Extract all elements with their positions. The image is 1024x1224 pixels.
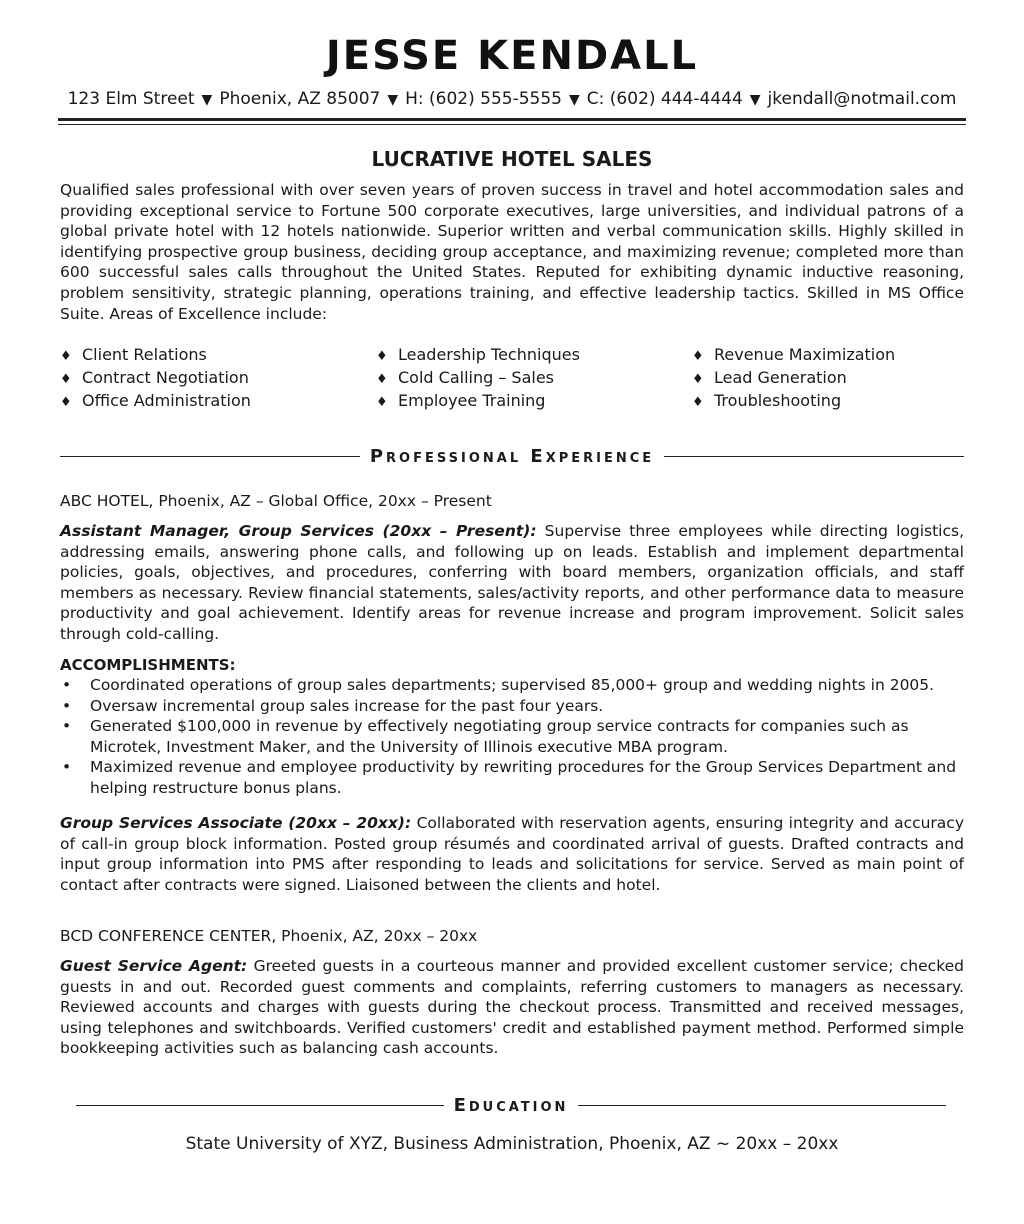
diamond-bullet-icon: ♦ — [376, 349, 388, 364]
home-phone: H: (602) 555-5555 — [405, 89, 563, 109]
employer-abc-hotel: ABC HOTEL, Phoenix, AZ – Global Office, 20xx – Present — [60, 492, 492, 510]
separator-icon: ▼ — [749, 92, 761, 108]
bullet-icon: • — [62, 696, 72, 715]
job-title: Group Services Associate (20xx – 20xx): — [60, 814, 412, 832]
job-title: Guest Service Agent: — [60, 957, 248, 975]
heading-rule-left — [60, 456, 360, 457]
skill-item: ♦ Cold Calling – Sales — [376, 367, 692, 390]
skill-item: ♦ Contract Negotiation — [60, 367, 376, 390]
skills-column-3 — [692, 344, 964, 413]
job-assistant-manager — [60, 521, 964, 645]
bullet-icon: • — [62, 717, 72, 736]
accomplishment-item: • Generated $100,000 in revenue by effectively negotiating group service contracts for companies such as Microtek, Investment Maker, and the University of Illinois executive MBA program. — [62, 717, 909, 756]
summary-paragraph: Qualified sales professional with over seven years of proven success in travel and hotel accommodation sales and providing exceptional service to Fortune 500 corporate executives, large universities, and individual patrons of a global private hotel with 12 hotels nationwide. Superior written and verbal communication skills. Highly skilled in identifying prospective group business, deciding group acceptance, and maximizing revenue; completed more than 600 successful sales calls throughout the United States. Reputed for exhibiting dynamic inductive reasoning, problem sensitivity, strategic planning, operations training, and effective leadership tactics. Skilled in MS Office Suite. Areas of Excellence include: — [60, 181, 964, 323]
education-heading — [76, 1093, 946, 1117]
diamond-bullet-icon: ♦ — [692, 372, 704, 387]
education-entry: State University of XYZ, Business Administration, Phoenix, AZ ~ 20xx – 20xx — [185, 1134, 839, 1154]
job-guest-service-agent — [60, 956, 964, 1059]
accomplishment-item: • Maximized revenue and employee productivity by rewriting procedures for the Group Services Department and helping restructure bonus plans. — [62, 758, 957, 797]
headline: LUCRATIVE HOTEL SALES — [371, 147, 653, 171]
skill-item: ♦ Revenue Maximization — [692, 344, 964, 367]
diamond-bullet-icon: ♦ — [376, 395, 388, 410]
contact-line — [0, 88, 1024, 111]
diamond-bullet-icon: ♦ — [60, 349, 72, 364]
city-state-zip: Phoenix, AZ 85007 — [219, 89, 381, 109]
header-divider-thick — [58, 118, 966, 121]
employer-bcd-conference-center: BCD CONFERENCE CENTER, Phoenix, AZ, 20xx – 20xx — [60, 927, 478, 945]
professional-experience-heading — [60, 444, 964, 468]
email-address: jkendall@notmail.com — [767, 89, 957, 109]
street-address: 123 Elm Street — [67, 89, 195, 109]
candidate-name: JESSE KENDALL — [325, 33, 699, 79]
heading-rule-right — [664, 456, 964, 457]
job-group-services-associate — [60, 813, 964, 895]
accomplishments-title: ACCOMPLISHMENTS: — [60, 656, 236, 674]
heading-rule-right — [578, 1105, 946, 1106]
heading-rule-left — [76, 1105, 444, 1106]
diamond-bullet-icon: ♦ — [692, 349, 704, 364]
diamond-bullet-icon: ♦ — [60, 395, 72, 410]
section-title: Education — [453, 1094, 569, 1116]
skills-column-2 — [376, 344, 692, 413]
accomplishments-list — [60, 675, 964, 799]
diamond-bullet-icon: ♦ — [692, 395, 704, 410]
skills-column-1 — [60, 344, 376, 413]
job-title: Assistant Manager, Group Services (20xx – Present): — [60, 522, 537, 540]
skill-item: ♦ Client Relations — [60, 344, 376, 367]
job-description: Collaborated with reservation agents, ensuring integrity and accuracy of call-in group block information. Posted group résumés and coordinated arrival of guests. Drafted contracts and input group information into PMS after responding to leads and solicitations for service. Served as main point of contact after contracts were signed. Liaisoned between the clients and hotel. — [60, 814, 964, 894]
bullet-icon: • — [62, 676, 72, 694]
separator-icon: ▼ — [569, 92, 580, 108]
section-title: Professional Experience — [369, 445, 655, 467]
separator-icon: ▼ — [387, 92, 399, 108]
skills-grid — [60, 344, 964, 413]
header-divider-thin — [58, 124, 966, 125]
accomplishment-item: • Coordinated operations of group sales departments; supervised 85,000+ group and wedding nights in 2005. — [62, 676, 935, 694]
accomplishment-item: • Oversaw incremental group sales increase for the past four years. — [62, 696, 604, 715]
diamond-bullet-icon: ♦ — [376, 372, 388, 387]
skill-item: ♦ Lead Generation — [692, 367, 964, 390]
job-description: Greeted guests in a courteous manner and provided excellent customer service; checked guests in and out. Recorded guest comments and complaints, referring customers to managers as necessary. Reviewed accounts and charges with guests during the checkout process. Transmitted and received messages, using telephones and switchboards. Verified customers' credit and established payment method. Performed simple bookkeeping activities such as balancing cash accounts. — [60, 957, 964, 1058]
job-description: Supervise three employees while directing logistics, addressing emails, answering phone calls, and following up on leads. Establish and implement departmental policies, goals, objectives, and procedures, conferring with board members, organization officials, and staff members as necessary. Review financial statements, sales/activity reports, and other performance data to measure productivity and goal achievement. Identify areas for revenue increase and program improvement. Solicit sales through cold-calling. — [60, 522, 964, 643]
skill-item: ♦ Leadership Techniques — [376, 344, 692, 367]
cell-phone: C: (602) 444-4444 — [586, 89, 743, 109]
separator-icon: ▼ — [201, 92, 213, 108]
skill-item: ♦ Employee Training — [376, 390, 692, 413]
bullet-icon: • — [62, 758, 72, 777]
diamond-bullet-icon: ♦ — [60, 372, 72, 387]
skill-item: ♦ Office Administration — [60, 390, 376, 413]
skill-item: ♦ Troubleshooting — [692, 390, 964, 413]
